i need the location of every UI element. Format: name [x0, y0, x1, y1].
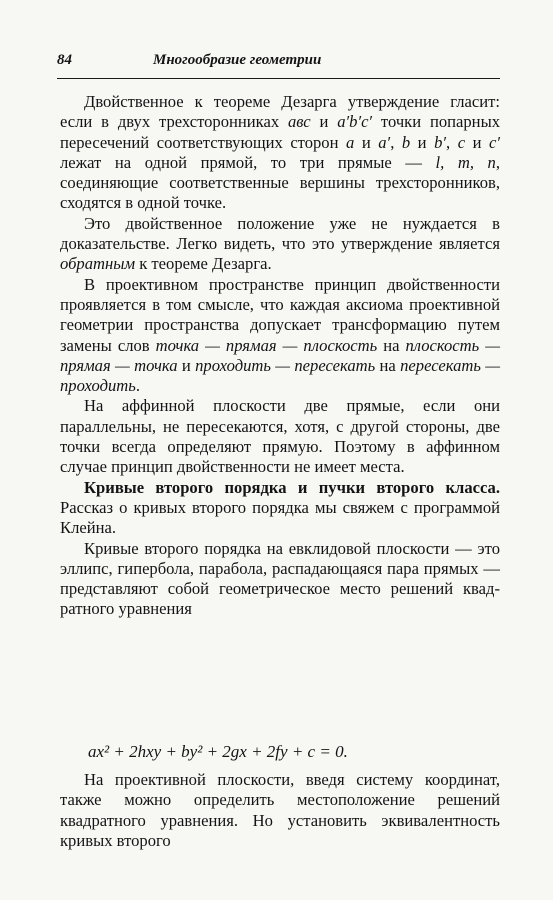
italic-term: a′b′c′	[337, 112, 373, 132]
italic-term: пересекать — проходить	[60, 355, 501, 396]
text-run: и	[465, 132, 490, 152]
paragraph	[60, 478, 500, 539]
italic-term: точка — прямая — плоскость	[155, 335, 378, 355]
italic-term: b′	[434, 132, 447, 152]
italic-term: a′	[378, 132, 391, 152]
italic-term: c	[457, 132, 466, 152]
text-run: На аффинной плоскости две прямые, если они параллельны, не пересекаются, хотя, с другой стороны, две точки всегда определяют прямую. Поэтому в аффинном случае принцип двойственности не имеет места.	[60, 396, 500, 477]
paragraph	[60, 92, 500, 214]
main-text	[60, 92, 500, 620]
paragraph	[60, 539, 500, 620]
text-run: на	[377, 335, 406, 355]
text-run: Кривые второго порядка на евклидовой плоскости — это эллипс, гипербола, парабола, распадающаяся пара прямых — представляют собой геометрическое место решений квадратного уравнения	[60, 538, 500, 619]
bold-heading: Кривые второго порядка и пучки второго класса.	[84, 477, 500, 497]
text-run: .	[135, 376, 140, 396]
text-run: и	[354, 132, 379, 152]
text-run: Это двойственное положение уже не нуждается в доказательстве. Легко видеть, что это утверждение является	[60, 213, 500, 254]
closing-text	[60, 770, 500, 851]
italic-term: b	[401, 132, 411, 152]
text-run: На проективной плоскости, введя систему координат, также можно определить местоположение решений квадратного уравнения. Но установить эквивалентность кривых второго	[60, 770, 500, 850]
italic-term: a	[346, 132, 355, 152]
text-run: точки попарных пересечений соответствующих сторон	[60, 112, 501, 152]
text-run: к теореме Дезарга.	[135, 254, 272, 274]
text-run: лежат на одной прямой, то три прямые —	[60, 152, 436, 172]
paragraph	[60, 214, 500, 275]
paragraph	[60, 275, 500, 397]
paragraph	[60, 396, 500, 477]
text-run: и	[410, 132, 435, 152]
text-run: и	[310, 112, 338, 132]
quadratic-equation: ax² + 2hxy + by² + 2gx + 2fy + c = 0.	[88, 742, 348, 761]
text-run: ,	[446, 132, 458, 152]
italic-term: проходить — пересекать	[195, 355, 376, 375]
running-title: Многообразие геометрии	[153, 52, 322, 68]
page-number: 84	[57, 52, 72, 68]
text-run: , соединяющие соответственные вершины трехсторонников, сходятся в одной точке.	[60, 152, 500, 213]
text-run: Рассказ о кривых второго порядка мы свяжем с программой Клейна.	[60, 497, 500, 538]
paragraph	[60, 770, 500, 851]
italic-term: плоскость — прямая — точка	[60, 335, 500, 375]
italic-term: c′	[489, 132, 501, 152]
text-run: В проективном пространстве принцип двойственности проявляется в том смысле, что каждая аксиома проективной геометрии пространства допускает трансформацию путем замены слов	[60, 274, 500, 355]
text-run: ,	[390, 132, 402, 152]
header-rule	[57, 78, 500, 79]
italic-term: авс	[287, 112, 311, 132]
text-run: Двойственное к теореме Дезарга утверждение гласит: если в двух трехсторонниках	[60, 92, 500, 132]
italic-term: обратным	[60, 254, 136, 274]
text-run: на	[375, 355, 401, 375]
text-run: и	[177, 355, 196, 375]
italic-term: l, m, n	[435, 152, 496, 172]
